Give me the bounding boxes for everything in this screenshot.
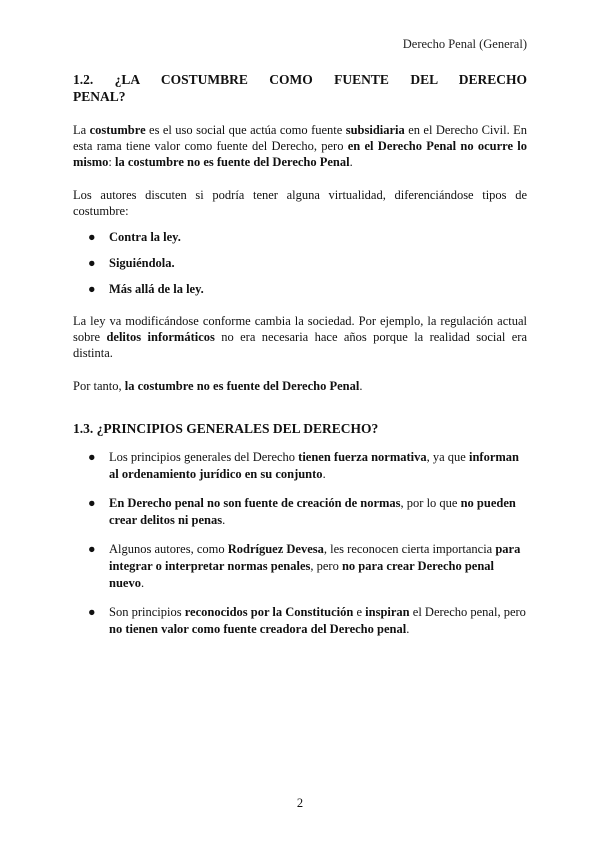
- bold-run: en el Derecho Penal no ocurre lo mismo: [73, 139, 527, 169]
- text-run: .: [140, 576, 145, 590]
- bold-run: subsidiaria: [345, 123, 405, 137]
- bold-run: no tienen valor como fuente creadora del Derecho penal: [109, 622, 407, 636]
- costumbre-types-list: [73, 229, 527, 297]
- list-item-text: Siguiéndola.: [109, 256, 175, 270]
- paragraph-por-tanto: [73, 378, 527, 394]
- list-item: [73, 255, 527, 271]
- section-heading-1-2-line2: PENAL?: [73, 89, 126, 104]
- paragraph-ley-modificandose: [73, 313, 527, 361]
- bold-run: inspiran: [365, 605, 410, 619]
- text-run: Por tanto,: [73, 379, 125, 393]
- section-heading-1-3: 1.3. ¿PRINCIPIOS GENERALES DEL DERECHO?: [73, 421, 379, 436]
- text-run: :: [108, 155, 116, 169]
- text-run: , por lo que: [400, 496, 461, 510]
- page-number: 2: [296, 796, 304, 810]
- text-run: e: [353, 605, 366, 619]
- text-run: es el uso social que actúa como fuente: [145, 123, 346, 137]
- text-run: Algunos autores, como: [109, 542, 228, 556]
- text-run: no era necesaria hace años porque la realidad social era distinta.: [73, 330, 527, 360]
- text-run: .: [222, 513, 226, 527]
- bullet-icon: ●: [88, 542, 96, 556]
- list-item: [73, 604, 527, 638]
- bullet-icon: ●: [88, 450, 96, 464]
- text-run: .: [359, 379, 363, 393]
- section-heading-1-2: [73, 71, 527, 105]
- bold-run: tienen fuerza normativa: [298, 450, 427, 464]
- list-item: [73, 495, 527, 529]
- section-heading-1-2-line1: 1.2. ¿LA COSTUMBRE COMO FUENTE DEL DERECHO: [73, 72, 527, 87]
- bold-run: no pueden crear delitos ni penas: [109, 496, 516, 527]
- paragraph-costumbre-definition: [73, 122, 527, 170]
- text-run: , les reconocen cierta importancia: [323, 542, 496, 556]
- bold-run: para integrar o interpretar normas penales: [109, 542, 521, 573]
- text-run: en el Derecho Civil. En esta rama tiene valor como fuente del Derecho, pero: [73, 123, 528, 153]
- bold-run: En Derecho penal no son fuente de creación de normas: [109, 496, 401, 510]
- text-run: , pero: [310, 559, 342, 573]
- list-item: [73, 229, 527, 245]
- running-header: Derecho Penal (General): [402, 37, 527, 51]
- bold-run: reconocidos por la Constitución: [184, 605, 354, 619]
- text-run: el Derecho penal, pero: [409, 605, 526, 619]
- bold-run: la costumbre no es fuente del Derecho Penal: [115, 155, 350, 169]
- paragraph-autores-discuten: Los autores discuten si podría tener alguna virtualidad, diferenciándose tipos de costumbre:: [73, 188, 527, 218]
- page-content: [73, 71, 527, 638]
- text-run: .: [406, 622, 410, 636]
- bold-run: no para crear Derecho penal nuevo: [109, 559, 495, 590]
- text-run: Son principios: [109, 605, 185, 619]
- list-item: [73, 541, 527, 592]
- bold-run: Rodríguez Devesa: [227, 542, 324, 556]
- principios-list: [73, 449, 527, 638]
- text-run: .: [349, 155, 353, 169]
- bullet-icon: ●: [88, 282, 96, 296]
- list-item: [73, 281, 527, 297]
- bullet-icon: ●: [88, 496, 96, 510]
- text-run: .: [322, 467, 326, 481]
- bullet-icon: ●: [88, 605, 96, 619]
- bold-run: delitos informáticos: [106, 330, 215, 344]
- text-run: , ya que: [426, 450, 469, 464]
- list-item-text: Contra la ley.: [109, 230, 181, 244]
- bold-run: la costumbre no es fuente del Derecho Penal: [124, 379, 360, 393]
- text-run: Los principios generales del Derecho: [109, 450, 299, 464]
- list-item-text: Más allá de la ley.: [109, 282, 204, 296]
- text-run: La: [73, 123, 90, 137]
- bullet-icon: ●: [88, 230, 96, 244]
- bold-run: costumbre: [89, 123, 146, 137]
- list-item: [73, 449, 527, 483]
- text-run: La ley va modificándose conforme cambia la sociedad. Por ejemplo, la regulación actual sobre: [73, 314, 527, 344]
- bold-run: informan al ordenamiento jurídico en su conjunto: [109, 450, 519, 481]
- bullet-icon: ●: [88, 256, 96, 270]
